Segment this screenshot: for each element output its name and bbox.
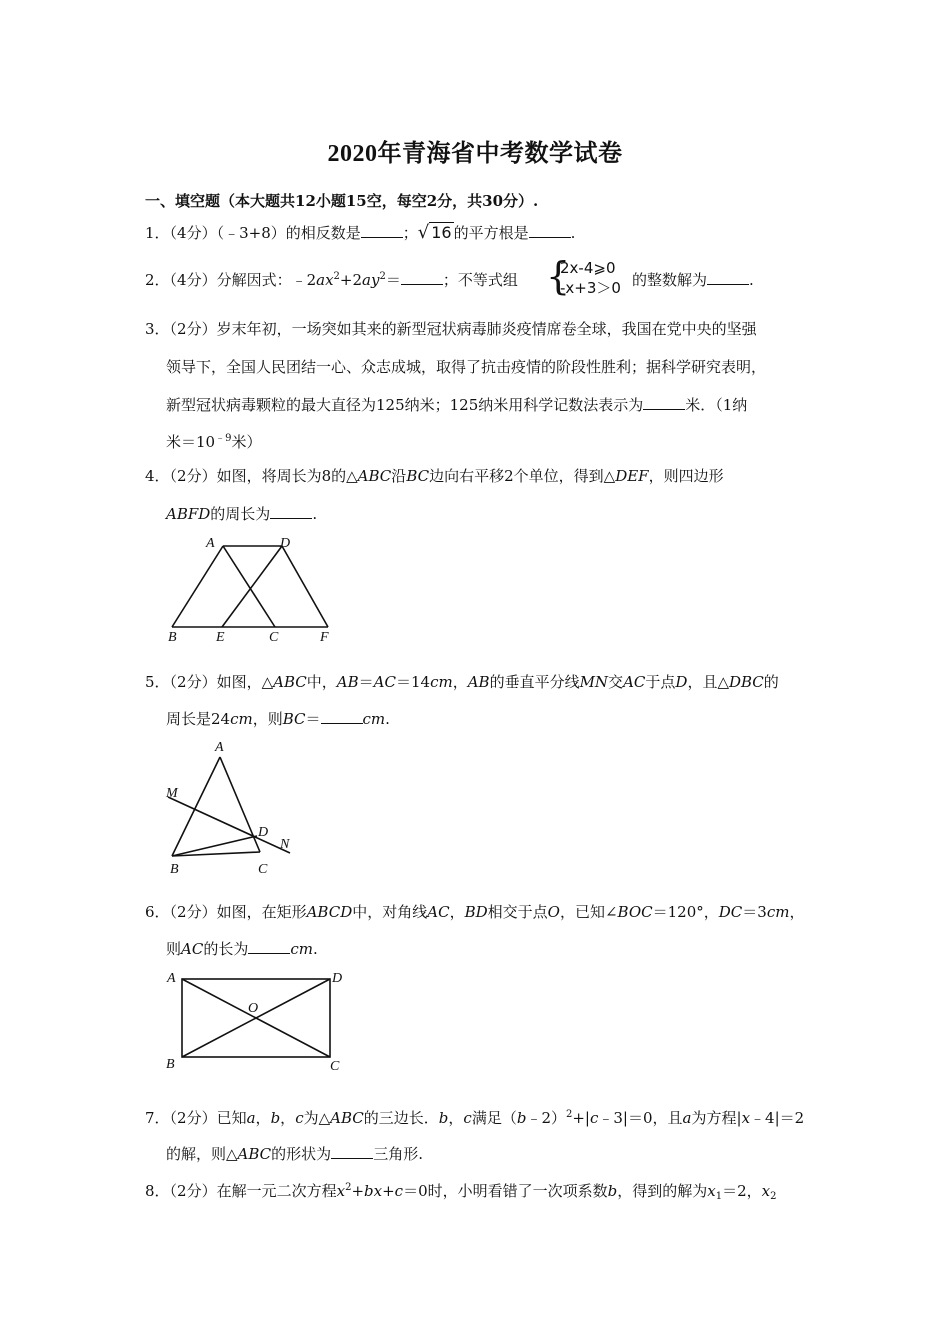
- label-c: C: [330, 1059, 340, 1074]
- label-c: C: [258, 862, 268, 877]
- label-d: D: [258, 825, 269, 840]
- label-b: B: [166, 1057, 175, 1072]
- answer-blank: [321, 709, 363, 724]
- label-a: A: [215, 740, 224, 755]
- question-8: 8．（2分）在解一元二次方程$x^2+bx+c=0$时，小明看错了一次项系数b，得到的解为$x_1=2$，$x_2$: [145, 1182, 777, 1202]
- question-4: 4．（2分）如图，将周长为8的△ABC沿BC边向右平移2个单位，得到△DEF，则四边形: [145, 467, 724, 485]
- label-a: A: [167, 971, 176, 986]
- question-6-line2: 则AC的长为 cm.: [166, 940, 318, 958]
- sqrt-expression: √ 16: [417, 222, 452, 243]
- question-2: 2．（4分）分解因式：$﹣2ax^2+2ay^2=$ ；不等式组: [145, 271, 518, 289]
- question-7-line2: 的解，则△ABC的形状为 三角形.: [166, 1145, 423, 1163]
- label-b: B: [170, 862, 179, 877]
- label-e: E: [216, 630, 225, 645]
- question-1: 1．（4分）（﹣3+8）的相反数是 ；√ 16 的平方根是 .: [145, 222, 576, 243]
- label-d: D: [280, 536, 291, 551]
- question-3-line4: 米$=10^{﹣9}$米）: [166, 433, 262, 451]
- question-3: 3．（2分）岁末年初，一场突如其来的新型冠状病毒肺炎疫情席卷全球，我国在党中央的坚强: [145, 320, 757, 338]
- answer-blank: [529, 223, 571, 238]
- label-a: A: [206, 536, 215, 551]
- question-5: 5．（2分）如图，△ABC中，AB＝AC＝14cm，AB的垂直平分线MN交AC于点D，且△DBC的: [145, 673, 779, 691]
- question-3-line3: 新型冠状病毒颗粒的最大直径为125纳米；125纳米用科学记数法表示为 米．（1纳: [166, 396, 748, 414]
- label-n: N: [280, 837, 290, 852]
- label-f: F: [320, 630, 329, 645]
- question-3-line2: 领导下，全国人民团结一心、众志成城，取得了抗击疫情的阶段性胜利；据科学研究表明，: [166, 358, 767, 376]
- answer-blank: [270, 504, 312, 519]
- question-4-line2: ABFD的周长为 .: [166, 505, 318, 523]
- figure-translation: [160, 530, 340, 648]
- answer-blank: [361, 223, 403, 238]
- page-title: 2020年青海省中考数学试卷: [327, 141, 623, 167]
- question-7: 7．（2分）已知a，b，c为△ABC的三边长．b，c满足（b﹣2）$^2$+|c﹣3|＝0，且a为方程|x﹣4|＝2: [145, 1109, 805, 1127]
- question-6: 6．（2分）如图，在矩形ABCD中，对角线AC，BD相交于点O，已知∠BOC＝120°，DC＝3cm，: [145, 903, 805, 921]
- answer-blank: [643, 395, 685, 410]
- answer-blank: [401, 270, 443, 285]
- label-c: C: [269, 630, 279, 645]
- section-heading: 一、填空题（本大题共12小题15空，每空2分，共30分）.: [145, 192, 539, 210]
- label-d: D: [332, 971, 343, 986]
- figure-triangle: [160, 735, 310, 880]
- inequality-system: { 2x-4⩾0 -x+3＞0: [546, 254, 621, 298]
- label-o: O: [248, 1001, 259, 1016]
- label-m: M: [166, 786, 178, 801]
- question-2-tail: 的整数解为 .: [632, 271, 754, 289]
- label-b: B: [168, 630, 177, 645]
- question-5-line2: 周长是24cm，则BC＝ cm.: [166, 710, 390, 728]
- answer-blank: [331, 1144, 373, 1159]
- figure-rectangle: [160, 965, 360, 1075]
- answer-blank: [248, 939, 290, 954]
- answer-blank: [707, 270, 749, 285]
